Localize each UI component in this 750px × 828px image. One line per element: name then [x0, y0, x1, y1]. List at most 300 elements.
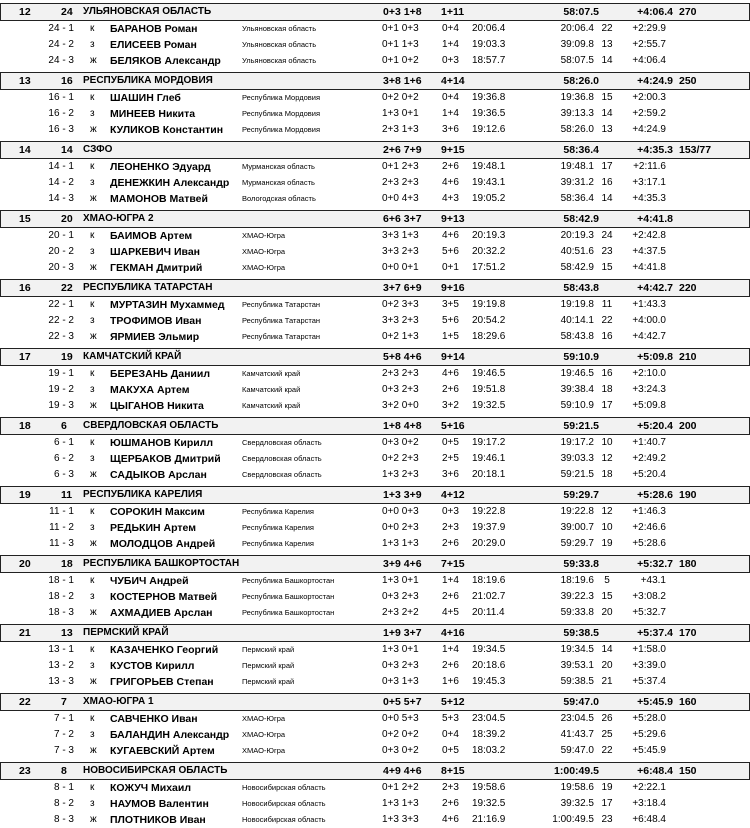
athlete-region: ХМАО-Югра [242, 247, 286, 256]
athlete-region: Свердловская область [242, 438, 322, 447]
athlete-name: НАУМОВ Валентин [110, 798, 209, 810]
athlete-bib: 19 - 2 [48, 384, 74, 395]
team-shooting: 0+5 5+7 [383, 696, 422, 708]
team-number: 18 [61, 558, 73, 570]
athlete-shooting-total: 4+6 [442, 177, 459, 188]
athlete-row [0, 244, 750, 260]
athlete-name: КОЖУЧ Михаил [110, 782, 192, 794]
athlete-name: ДЕНЕЖКИН Александр [110, 177, 230, 189]
team-row [0, 210, 750, 228]
athlete-cumulative-time: 58:36.4 [560, 193, 594, 204]
athlete-cumulative-time: 20:06.4 [560, 23, 594, 34]
athlete-stage: ж [90, 745, 97, 756]
athlete-region: Республика Мордовия [242, 93, 320, 102]
athlete-shooting-total: 0+3 [442, 55, 459, 66]
team-shooting-total: 1+11 [441, 6, 465, 18]
athlete-row [0, 122, 750, 138]
athlete-region: Ульяновская область [242, 40, 317, 49]
athlete-row [0, 260, 750, 276]
athlete-shooting-total: 2+6 [442, 538, 459, 549]
team-time: 58:36.4 [563, 144, 599, 156]
athlete-shooting: 0+2 0+2 [382, 92, 419, 103]
athlete-stage: ж [90, 538, 97, 549]
athlete-shooting: 0+3 0+2 [382, 745, 419, 756]
athlete-gap: +2:55.7 [632, 39, 666, 50]
athlete-leg-place: 22 [601, 23, 613, 34]
athlete-cumulative-time: 58:07.5 [560, 55, 594, 66]
team-gap: +5:37.4 [637, 627, 673, 639]
athlete-leg-time: 19:36.5 [472, 108, 506, 119]
athlete-leg-place: 17 [601, 161, 613, 172]
athlete-shooting-total: 3+6 [442, 469, 459, 480]
athlete-leg-time: 17:51.2 [472, 262, 506, 273]
athlete-row [0, 711, 750, 727]
team-number: 19 [61, 351, 73, 363]
athlete-leg-place: 25 [601, 729, 613, 740]
athlete-leg-time: 19:51.8 [472, 384, 506, 395]
athlete-gap: +5:28.0 [632, 713, 666, 724]
athlete-bib: 8 - 3 [53, 814, 74, 825]
athlete-leg-place: 15 [601, 591, 613, 602]
athlete-leg-time: 19:46.1 [472, 453, 506, 464]
athlete-stage: ж [90, 469, 97, 480]
athlete-leg-time: 19:37.9 [472, 522, 506, 533]
athlete-cumulative-time: 39:13.3 [560, 108, 594, 119]
athlete-name: ЧУБИЧ Андрей [110, 575, 189, 587]
athlete-cumulative-time: 19:58.6 [560, 782, 594, 793]
athlete-shooting-total: 2+6 [442, 591, 459, 602]
athlete-leg-time: 20:29.0 [472, 538, 506, 549]
athlete-name: БАРАНОВ Роман [110, 23, 198, 35]
athlete-leg-time: 19:32.5 [472, 798, 506, 809]
athlete-shooting: 0+3 2+3 [382, 384, 419, 395]
athlete-row [0, 727, 750, 743]
athlete-name: ЕЛИСЕЕВ Роман [110, 39, 197, 51]
athlete-leg-time: 19:12.6 [472, 124, 506, 135]
athlete-region: Республика Татарстан [242, 332, 321, 341]
athlete-bib: 8 - 1 [53, 782, 74, 793]
athlete-name: БАЛАНДИН Александр [110, 729, 230, 741]
team-place: 23 [19, 765, 31, 777]
athlete-leg-time: 19:48.1 [472, 161, 506, 172]
athlete-row [0, 21, 750, 37]
athlete-shooting-total: 2+3 [442, 782, 459, 793]
team-shooting: 2+6 7+9 [383, 144, 422, 156]
athlete-shooting-total: 3+6 [442, 124, 459, 135]
athlete-region: Вологодская область [242, 194, 316, 203]
athlete-name: МИНЕЕВ Никита [110, 108, 196, 120]
athlete-shooting-total: 4+6 [442, 814, 459, 825]
athlete-stage: з [90, 39, 95, 50]
athlete-row [0, 605, 750, 621]
athlete-leg-time: 21:02.7 [472, 591, 506, 602]
athlete-bib: 18 - 2 [48, 591, 74, 602]
athlete-name: МОЛОДЦОВ Андрей [110, 538, 216, 550]
athlete-region: Республика Мордовия [242, 109, 320, 118]
athlete-row [0, 191, 750, 207]
athlete-region: Камчатский край [242, 385, 301, 394]
athlete-stage: к [90, 506, 95, 517]
athlete-row [0, 504, 750, 520]
athlete-shooting: 0+0 0+3 [382, 506, 419, 517]
athlete-region: Мурманская область [242, 178, 315, 187]
team-time: 58:26.0 [563, 75, 599, 87]
athlete-shooting: 0+2 0+2 [382, 729, 419, 740]
athlete-cumulative-time: 39:03.3 [560, 453, 594, 464]
athlete-stage: к [90, 161, 95, 172]
athlete-region: Свердловская область [242, 454, 322, 463]
athlete-cumulative-time: 58:42.9 [560, 262, 594, 273]
athlete-cumulative-time: 19:46.5 [560, 368, 594, 379]
team-time: 59:33.8 [563, 558, 599, 570]
athlete-row [0, 228, 750, 244]
team-shooting-total: 9+15 [441, 144, 465, 156]
athlete-name: МУРТАЗИН Мухаммед [110, 299, 225, 311]
team-row [0, 141, 750, 159]
athlete-gap: +3:08.2 [632, 591, 666, 602]
athlete-name: ЛЕОНЕНКО Эдуард [110, 161, 211, 173]
athlete-region: Новосибирская область [242, 815, 326, 824]
athlete-leg-place: 14 [601, 193, 613, 204]
athlete-region: Новосибирская область [242, 799, 326, 808]
athlete-shooting-total: 2+6 [442, 384, 459, 395]
athlete-leg-time: 19:45.3 [472, 676, 506, 687]
team-name: НОВОСИБИРСКАЯ ОБЛАСТЬ [83, 765, 228, 776]
athlete-leg-time: 18:39.2 [472, 729, 506, 740]
team-shooting-total: 5+16 [441, 420, 465, 432]
team-name: РЕСПУБЛИКА ТАТАРСТАН [83, 282, 213, 293]
athlete-bib: 24 - 1 [48, 23, 74, 34]
athlete-region: Пермский край [242, 661, 295, 670]
athlete-name: КУСТОВ Кирилл [110, 660, 195, 672]
team-points: 153/77 [679, 144, 712, 156]
athlete-bib: 20 - 2 [48, 246, 74, 257]
athlete-shooting-total: 2+6 [442, 660, 459, 671]
athlete-row [0, 520, 750, 536]
athlete-region: Республика Башкортостан [242, 576, 335, 585]
athlete-cumulative-time: 19:19.8 [560, 299, 594, 310]
athlete-bib: 20 - 3 [48, 262, 74, 273]
athlete-bib: 14 - 3 [48, 193, 74, 204]
athlete-shooting-total: 1+6 [442, 676, 459, 687]
team-name: ПЕРМСКИЙ КРАЙ [83, 627, 169, 638]
athlete-name: КУГАЕВСКИЙ Артем [110, 745, 215, 757]
team-name: СЗФО [83, 144, 113, 155]
athlete-region: Республика Татарстан [242, 316, 321, 325]
athlete-leg-time: 19:34.5 [472, 644, 506, 655]
athlete-row [0, 398, 750, 414]
athlete-cumulative-time: 40:14.1 [560, 315, 594, 326]
athlete-bib: 13 - 3 [48, 676, 74, 687]
athlete-leg-place: 15 [601, 92, 613, 103]
athlete-gap: +4:41.8 [632, 262, 666, 273]
athlete-row [0, 589, 750, 605]
athlete-leg-time: 21:16.9 [472, 814, 506, 825]
athlete-gap: +3:39.0 [632, 660, 666, 671]
team-points: 150 [679, 765, 697, 777]
athlete-bib: 11 - 1 [49, 506, 74, 517]
athlete-gap: +3:17.1 [632, 177, 666, 188]
athlete-bib: 22 - 3 [48, 331, 74, 342]
athlete-leg-time: 20:19.3 [472, 230, 506, 241]
athlete-region: Свердловская область [242, 470, 322, 479]
athlete-shooting: 0+2 1+3 [382, 331, 419, 342]
team-row [0, 555, 750, 573]
athlete-row [0, 435, 750, 451]
athlete-leg-place: 26 [601, 713, 613, 724]
athlete-leg-place: 16 [601, 331, 613, 342]
athlete-shooting-total: 5+6 [442, 315, 459, 326]
athlete-bib: 22 - 2 [48, 315, 74, 326]
athlete-name: БЕЛЯКОВ Александр [110, 55, 221, 67]
athlete-bib: 18 - 1 [48, 575, 74, 586]
athlete-cumulative-time: 39:38.4 [560, 384, 594, 395]
athlete-leg-place: 24 [601, 230, 613, 241]
athlete-shooting: 0+0 4+3 [382, 193, 419, 204]
athlete-stage: ж [90, 193, 97, 204]
athlete-cumulative-time: 39:22.3 [560, 591, 594, 602]
athlete-shooting: 1+3 0+1 [382, 575, 419, 586]
athlete-name: САДЫКОВ Арслан [110, 469, 207, 481]
athlete-row [0, 90, 750, 106]
athlete-leg-place: 20 [601, 660, 613, 671]
athlete-shooting: 0+1 1+3 [382, 39, 419, 50]
team-number: 13 [61, 627, 73, 639]
athlete-row [0, 674, 750, 690]
athlete-region: ХМАО-Югра [242, 746, 286, 755]
athlete-stage: з [90, 108, 95, 119]
team-gap: +4:41.8 [637, 213, 673, 225]
athlete-row [0, 780, 750, 796]
athlete-cumulative-time: 19:17.2 [560, 437, 594, 448]
athlete-shooting-total: 1+4 [442, 644, 459, 655]
athlete-stage: ж [90, 400, 97, 411]
team-time: 59:10.9 [563, 351, 599, 363]
team-place: 17 [19, 351, 31, 363]
team-gap: +5:32.7 [637, 558, 673, 570]
team-gap: +6:48.4 [637, 765, 673, 777]
team-place: 22 [19, 696, 31, 708]
team-shooting-total: 9+16 [441, 282, 465, 294]
team-points: 200 [679, 420, 697, 432]
athlete-row [0, 451, 750, 467]
athlete-shooting: 2+3 2+3 [382, 368, 419, 379]
team-shooting: 3+9 4+6 [383, 558, 422, 570]
team-name: УЛЬЯНОВСКАЯ ОБЛАСТЬ [83, 6, 212, 17]
team-time: 59:29.7 [563, 489, 599, 501]
athlete-leg-time: 18:03.2 [472, 745, 506, 756]
athlete-gap: +2:46.6 [632, 522, 666, 533]
athlete-name: ЩЕРБАКОВ Дмитрий [110, 453, 221, 465]
athlete-bib: 7 - 2 [53, 729, 74, 740]
athlete-gap: +1:40.7 [632, 437, 666, 448]
athlete-leg-place: 18 [601, 384, 613, 395]
athlete-bib: 13 - 1 [48, 644, 74, 655]
athlete-shooting-total: 0+3 [442, 506, 459, 517]
athlete-region: Новосибирская область [242, 783, 326, 792]
team-shooting: 1+3 3+9 [383, 489, 422, 501]
athlete-leg-place: 17 [601, 798, 613, 809]
athlete-stage: з [90, 453, 95, 464]
team-place: 20 [19, 558, 31, 570]
athlete-leg-place: 14 [601, 644, 613, 655]
athlete-shooting-total: 2+6 [442, 161, 459, 172]
athlete-shooting: 2+3 1+3 [382, 124, 419, 135]
athlete-shooting-total: 4+5 [442, 607, 459, 618]
team-number: 24 [61, 6, 73, 18]
team-number: 6 [61, 420, 67, 432]
athlete-bib: 6 - 2 [53, 453, 74, 464]
athlete-bib: 16 - 3 [48, 124, 74, 135]
team-shooting-total: 8+15 [441, 765, 465, 777]
athlete-cumulative-time: 41:43.7 [560, 729, 594, 740]
athlete-bib: 14 - 1 [48, 161, 74, 172]
team-time: 59:47.0 [563, 696, 599, 708]
team-time: 58:07.5 [563, 6, 599, 18]
athlete-leg-time: 19:19.8 [472, 299, 506, 310]
athlete-leg-time: 20:18.1 [472, 469, 506, 480]
athlete-cumulative-time: 23:04.5 [560, 713, 594, 724]
team-number: 7 [61, 696, 67, 708]
athlete-leg-place: 11 [601, 299, 613, 310]
athlete-leg-time: 23:04.5 [472, 713, 506, 724]
team-number: 8 [61, 765, 67, 777]
athlete-leg-time: 20:18.6 [472, 660, 506, 671]
team-shooting-total: 9+14 [441, 351, 465, 363]
athlete-gap: +3:24.3 [632, 384, 666, 395]
athlete-leg-place: 16 [601, 177, 613, 188]
team-name: ХМАО-ЮГРА 1 [83, 696, 154, 707]
team-row [0, 3, 750, 21]
athlete-row [0, 812, 750, 828]
athlete-shooting: 1+3 1+3 [382, 798, 419, 809]
athlete-cumulative-time: 59:29.7 [560, 538, 594, 549]
team-shooting: 3+8 1+6 [383, 75, 422, 87]
athlete-row [0, 642, 750, 658]
team-row [0, 693, 750, 711]
team-row [0, 486, 750, 504]
athlete-bib: 14 - 2 [48, 177, 74, 188]
athlete-shooting: 0+2 3+3 [382, 299, 419, 310]
athlete-name: ЦЫГАНОВ Никита [110, 400, 204, 412]
athlete-gap: +4:00.0 [632, 315, 666, 326]
team-shooting: 6+6 3+7 [383, 213, 422, 225]
athlete-gap: +5:09.8 [632, 400, 666, 411]
athlete-stage: з [90, 522, 95, 533]
athlete-stage: з [90, 384, 95, 395]
athlete-name: БАИМОВ Артем [110, 230, 193, 242]
athlete-leg-place: 13 [601, 124, 613, 135]
athlete-region: Республика Мордовия [242, 125, 320, 134]
team-time: 58:43.8 [563, 282, 599, 294]
athlete-region: Республика Татарстан [242, 300, 321, 309]
team-name: РЕСПУБЛИКА МОРДОВИЯ [83, 75, 213, 86]
team-shooting: 3+7 6+9 [383, 282, 422, 294]
team-name: РЕСПУБЛИКА БАШКОРТОСТАН [83, 558, 240, 569]
athlete-stage: к [90, 782, 95, 793]
athlete-stage: ж [90, 814, 97, 825]
team-row [0, 762, 750, 780]
team-name: РЕСПУБЛИКА КАРЕЛИЯ [83, 489, 203, 500]
athlete-bib: 7 - 1 [53, 713, 74, 724]
athlete-cumulative-time: 59:33.8 [560, 607, 594, 618]
athlete-name: ЯРМИЕВ Эльмир [110, 331, 200, 343]
team-gap: +4:35.3 [637, 144, 673, 156]
athlete-shooting: 0+0 0+1 [382, 262, 419, 273]
team-shooting: 1+9 3+7 [383, 627, 422, 639]
athlete-bib: 16 - 2 [48, 108, 74, 119]
athlete-shooting: 0+2 2+3 [382, 453, 419, 464]
athlete-bib: 24 - 2 [48, 39, 74, 50]
athlete-cumulative-time: 39:09.8 [560, 39, 594, 50]
athlete-bib: 20 - 1 [48, 230, 74, 241]
athlete-shooting-total: 2+6 [442, 798, 459, 809]
athlete-shooting: 3+3 2+3 [382, 315, 419, 326]
athlete-shooting-total: 0+4 [442, 92, 459, 103]
athlete-stage: з [90, 246, 95, 257]
athlete-shooting-total: 4+6 [442, 368, 459, 379]
athlete-cumulative-time: 20:19.3 [560, 230, 594, 241]
athlete-shooting: 0+1 0+3 [382, 23, 419, 34]
athlete-gap: +5:28.6 [632, 538, 666, 549]
team-shooting: 1+8 4+8 [383, 420, 422, 432]
athlete-leg-place: 17 [601, 400, 613, 411]
athlete-shooting: 3+3 2+3 [382, 246, 419, 257]
athlete-leg-place: 14 [601, 108, 613, 119]
team-shooting-total: 4+16 [441, 627, 465, 639]
athlete-leg-time: 19:43.1 [472, 177, 506, 188]
team-gap: +5:45.9 [637, 696, 673, 708]
team-gap: +4:42.7 [637, 282, 673, 294]
athlete-stage: к [90, 299, 95, 310]
athlete-cumulative-time: 39:00.7 [560, 522, 594, 533]
athlete-stage: ж [90, 55, 97, 66]
athlete-name: ГЕКМАН Дмитрий [110, 262, 203, 274]
athlete-stage: к [90, 23, 95, 34]
athlete-shooting: 0+1 0+2 [382, 55, 419, 66]
team-row [0, 348, 750, 366]
team-points: 250 [679, 75, 697, 87]
athlete-leg-place: 23 [601, 814, 613, 825]
athlete-row [0, 329, 750, 345]
athlete-leg-time: 19:03.3 [472, 39, 506, 50]
athlete-row [0, 175, 750, 191]
athlete-shooting: 1+3 0+1 [382, 108, 419, 119]
athlete-name: ПЛОТНИКОВ Иван [110, 814, 206, 826]
athlete-stage: к [90, 437, 95, 448]
athlete-leg-place: 13 [601, 39, 613, 50]
athlete-gap: +5:45.9 [632, 745, 666, 756]
team-gap: +5:20.4 [637, 420, 673, 432]
athlete-leg-time: 18:29.6 [472, 331, 506, 342]
athlete-name: ШАРКЕВИЧ Иван [110, 246, 201, 258]
athlete-gap: +2:22.1 [632, 782, 666, 793]
athlete-shooting: 2+3 2+3 [382, 177, 419, 188]
athlete-name: РЕДЬКИН Артем [110, 522, 196, 534]
athlete-stage: к [90, 713, 95, 724]
athlete-gap: +4:06.4 [632, 55, 666, 66]
athlete-shooting: 0+3 2+3 [382, 660, 419, 671]
team-shooting: 5+8 4+6 [383, 351, 422, 363]
athlete-gap: +2:42.8 [632, 230, 666, 241]
athlete-gap: +43.1 [640, 575, 666, 586]
team-place: 16 [19, 282, 31, 294]
athlete-shooting-total: 2+3 [442, 522, 459, 533]
athlete-gap: +1:58.0 [632, 644, 666, 655]
athlete-leg-time: 19:05.2 [472, 193, 506, 204]
team-place: 21 [19, 627, 31, 639]
athlete-leg-place: 22 [601, 745, 613, 756]
